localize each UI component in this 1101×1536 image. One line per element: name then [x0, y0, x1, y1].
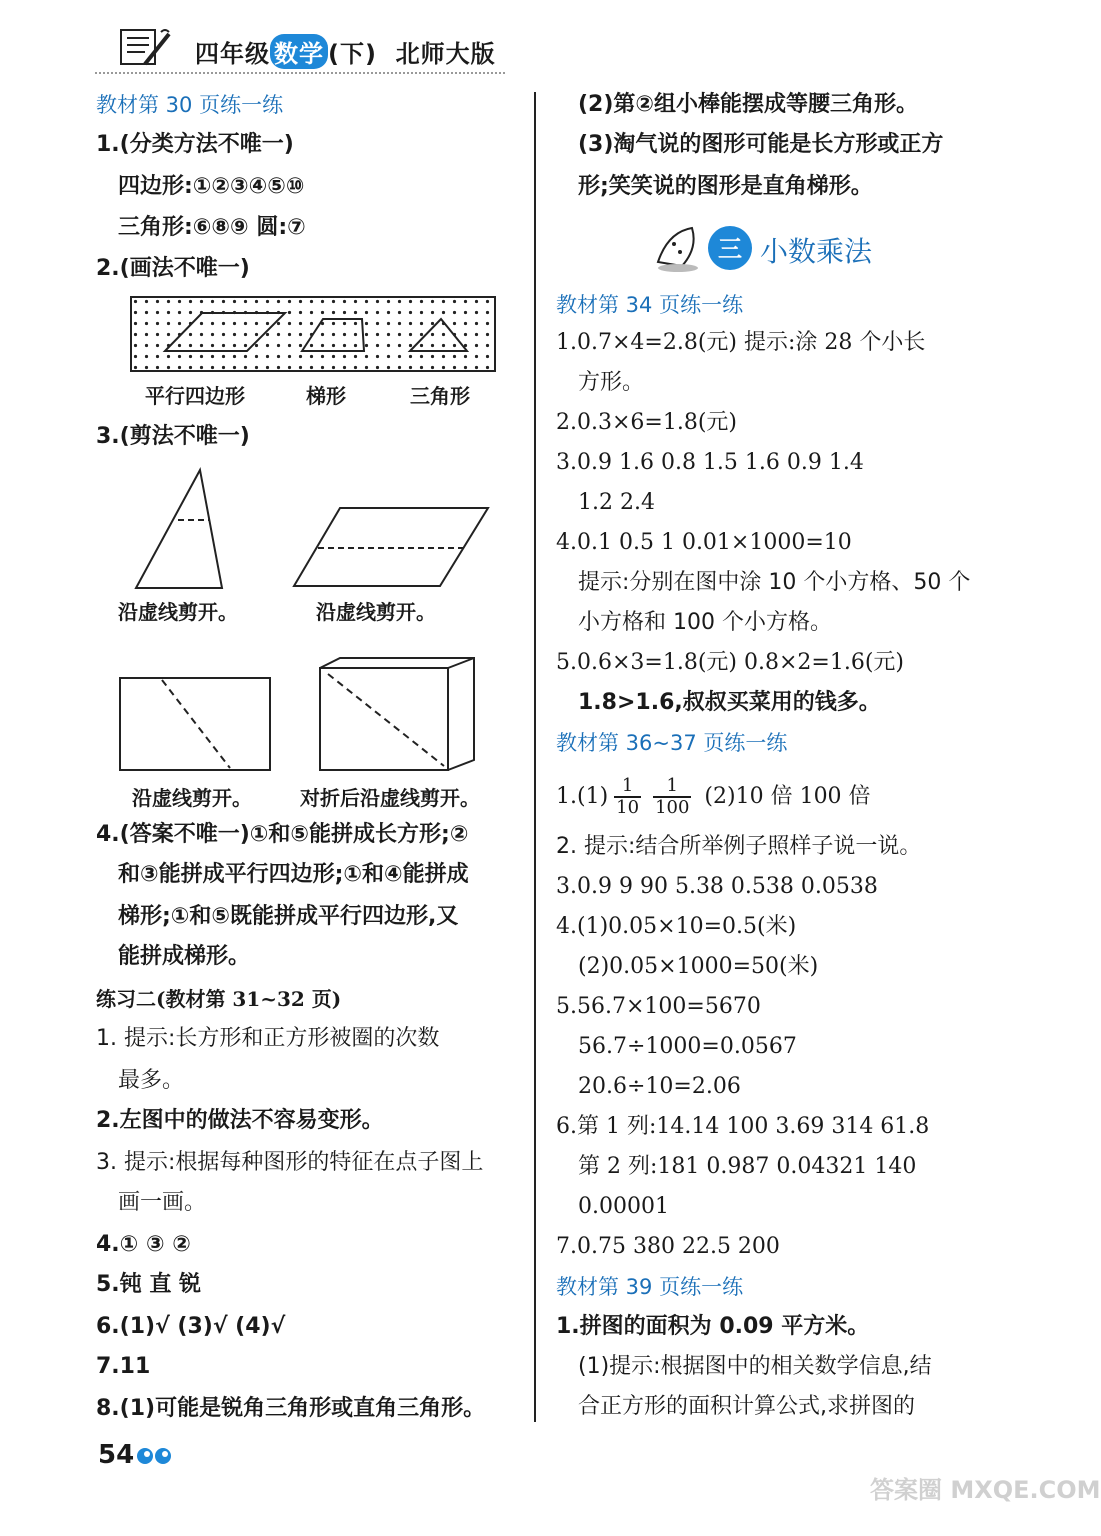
header-term: (下)	[328, 40, 377, 68]
answer-line: 画一画。	[118, 1190, 207, 1215]
answer-line: 和③能拼成平行四边形;①和④能拼成	[118, 862, 469, 887]
answer-line: 形;笑笑说的图形是直角梯形。	[578, 174, 873, 199]
figure-caption: 梯形	[306, 384, 346, 408]
unit-number: 三	[718, 235, 742, 263]
answer-line: 5.钝 直 锐	[96, 1272, 201, 1297]
answer-line: 方形。	[578, 370, 645, 395]
answer-line: 4.0.1 0.5 1 0.01×1000=10	[556, 530, 852, 555]
answer-line: 1. 提示:长方形和正方形被圈的次数	[96, 1026, 440, 1051]
answer-line: 8.(1)可能是锐角三角形或直角三角形。	[96, 1396, 486, 1421]
header-edition: 北师大版	[395, 40, 496, 68]
fraction	[614, 776, 641, 818]
header-subject: 数学	[270, 34, 328, 69]
answer-line: 小方格和 100 个小方格。	[578, 610, 832, 635]
answer-line: 四边形:①②③④⑤⑩	[118, 174, 305, 199]
answer-line: 1.8>1.6,叔叔买菜用的钱多。	[578, 690, 881, 715]
answer-line: 56.7÷1000=0.0567	[578, 1034, 797, 1059]
answer-line: 第 2 列:181 0.987 0.04321 140	[578, 1154, 917, 1179]
answer-line: 2. 提示:结合所举例子照样子说一说。	[556, 834, 922, 859]
answer-line: 3.(剪法不唯一)	[96, 424, 250, 449]
fraction-numerator: 1	[614, 776, 641, 798]
figure-caption: 三角形	[410, 384, 470, 408]
answer-line: 1.(分类方法不唯一)	[96, 132, 294, 157]
section-heading: 教材第 36~37 页练一练	[556, 731, 788, 755]
section-heading: 练习二(教材第 31~32 页)	[96, 987, 342, 1011]
book-pencil-icon	[115, 24, 175, 70]
answer-line: 7.0.75 380 22.5 200	[556, 1234, 780, 1259]
answer-line: 最多。	[118, 1068, 185, 1093]
answer-line: (3)淘气说的图形可能是长方形或正方	[578, 132, 944, 157]
answer-line: 2.(画法不唯一)	[96, 256, 250, 281]
answer-line-fractions	[556, 776, 871, 818]
answer-line: (1)提示:根据图中的相关数学信息,结	[578, 1354, 932, 1379]
answer-line: 2.0.3×6=1.8(元)	[556, 410, 737, 435]
section-heading: 教材第 39 页练一练	[556, 1275, 744, 1299]
header-grade: 四年级	[195, 40, 270, 68]
parallelogram-cut-figure	[290, 504, 492, 590]
answer-line: 1.拼图的面积为 0.09 平方米。	[556, 1314, 870, 1339]
header-title	[195, 34, 496, 69]
dot-grid-figure	[130, 296, 496, 372]
answer-line: 1.0.7×4=2.8(元) 提示:涂 28 个小长	[556, 330, 926, 355]
answer-line: (2)0.05×1000=50(米)	[578, 954, 819, 979]
answer-line: 2.左图中的做法不容易变形。	[96, 1108, 384, 1133]
answer-line: 7.11	[96, 1354, 151, 1379]
fraction-denominator: 10	[616, 797, 640, 818]
figure-caption: 沿虚线剪开。	[132, 786, 252, 810]
answer-line: 能拼成梯形。	[118, 944, 251, 969]
answer-line: 20.6÷10=2.06	[578, 1074, 741, 1099]
section-heading: 教材第 30 页练一练	[96, 93, 284, 117]
figure-caption: 平行四边形	[145, 384, 245, 408]
answer-text: (2)10 倍 100 倍	[704, 784, 871, 809]
unit-heading	[648, 222, 898, 274]
figure-caption: 沿虚线剪开。	[316, 600, 436, 624]
page-number: 54	[98, 1440, 135, 1470]
figure-caption: 沿虚线剪开。	[118, 600, 238, 624]
answer-line: 6.(1)√ (3)√ (4)√	[96, 1314, 286, 1339]
header-rule	[95, 72, 505, 74]
fraction-prefix: 1.(1)	[556, 784, 609, 809]
answer-line: 提示:分别在图中涂 10 个小方格、50 个	[578, 570, 971, 595]
answer-line: 3.0.9 9 90 5.38 0.538 0.0538	[556, 874, 878, 899]
column-divider	[534, 92, 536, 1422]
answer-line: 4.(答案不唯一)①和⑤能拼成长方形;②	[96, 822, 469, 847]
answer-line: 4.(1)0.05×10=0.5(米)	[556, 914, 797, 939]
rectangle-cut-figure	[118, 676, 272, 772]
answer-line: 梯形;①和⑤既能拼成平行四边形,又	[118, 904, 459, 929]
answer-line: 0.00001	[578, 1194, 669, 1219]
page-dots-icon	[136, 1444, 176, 1468]
fraction-denominator: 100	[655, 797, 690, 818]
fraction	[653, 776, 691, 818]
mascot-icon	[648, 222, 758, 274]
folded-cut-figure	[316, 656, 486, 772]
answer-line: 6.第 1 列:14.14 100 3.69 314 61.8	[556, 1114, 930, 1139]
triangle-cut-figure	[130, 466, 230, 590]
section-heading: 教材第 34 页练一练	[556, 293, 744, 317]
answer-line: 3. 提示:根据每种图形的特征在点子图上	[96, 1150, 484, 1175]
answer-line: 3.0.9 1.6 0.8 1.5 1.6 0.9 1.4	[556, 450, 864, 475]
page-header	[95, 18, 505, 76]
unit-title: 小数乘法	[760, 235, 873, 268]
answer-line: 5.56.7×100=5670	[556, 994, 761, 1019]
figure-caption: 对折后沿虚线剪开。	[300, 786, 480, 810]
watermark: 答案圈 MXQE.COM	[870, 1476, 1101, 1504]
fraction-numerator: 1	[653, 776, 691, 798]
answer-line: 合正方形的面积计算公式,求拼图的	[578, 1394, 915, 1419]
answer-line: 三角形:⑥⑧⑨ 圆:⑦	[118, 215, 306, 240]
answer-line: 1.2 2.4	[578, 490, 655, 515]
answer-line: (2)第②组小棒能摆成等腰三角形。	[578, 92, 919, 117]
answer-line: 4.① ③ ②	[96, 1232, 191, 1257]
answer-line: 5.0.6×3=1.8(元) 0.8×2=1.6(元)	[556, 650, 904, 675]
